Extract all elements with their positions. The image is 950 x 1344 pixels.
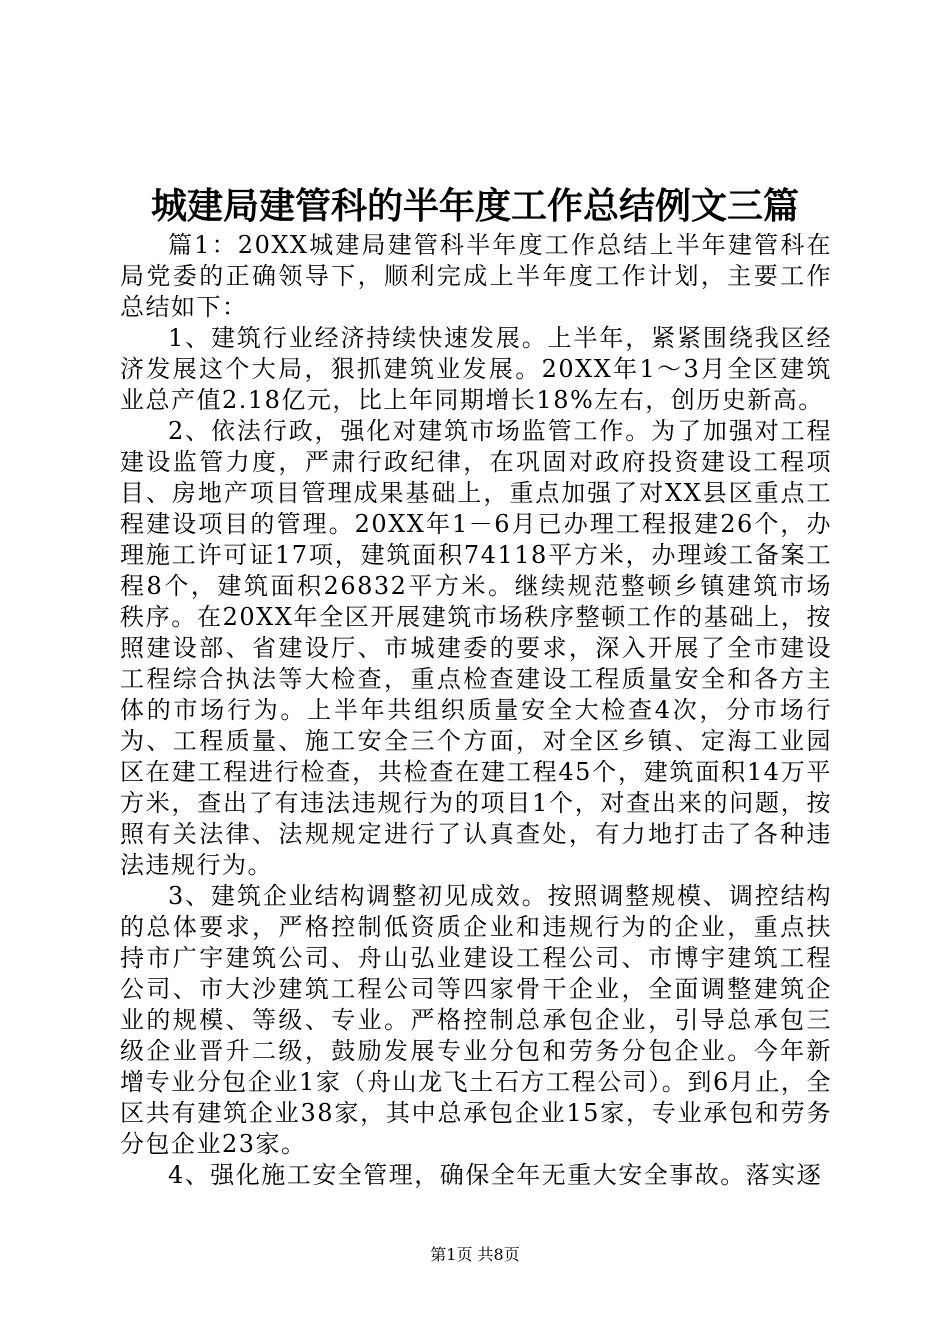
document-body — [120, 230, 832, 1191]
document-title: 城建局建管科的半年度工作总结例文三篇 — [150, 186, 799, 227]
paragraph-item-4: 4、强化施工安全管理，确保全年无重大安全事故。落实逐 — [168, 1161, 823, 1189]
page-footer: 第1页 共8页 — [430, 1245, 520, 1264]
paragraph-item-3: 3、建筑企业结构调整初见成效。按照调整规模、调控结构的总体要求，严格控制低资质企业和违规行为的企业，重点扶持市广宇建筑公司、舟山弘业建设工程公司、市博宇建筑工程公司、市大沙建筑工程公司等四家骨干企业，全面调整建筑企业的规模、等级、专业。严格控制总承包企业，引导总承包三级企业晋升二级，鼓励发展专业分包和劳务分包企业。今年新增专业分包企业1家（舟山龙飞土石方工程公司）。到6月止，全区共有建筑企业38家，其中总承包企业15家，专业承包和劳务分包企业23家。 — [120, 882, 832, 1158]
paragraph-item-2: 2、依法行政，强化对建筑市场监管工作。为了加强对工程建设监管力度，严肃行政纪律，在巩固对政府投资建设工程项目、房地产项目管理成果基础上，重点加强了对XX县区重点工程建设项目的管理。20XX年1－6月已办理工程报建26个，办理施工许可证17项，建筑面积74118平方米，办理竣工备案工程8个，建筑面积26832平方米。继续规范整顿乡镇建筑市场秩序。在20XX年全区开展建筑市场秩序整顿工作的基础上，按照建设部、省建设厅、市城建委的要求，深入开展了全市建设工程综合执法等大检查，重点检查建设工程质量安全和各方主体的市场行为。上半年共组织质量安全大检查4次，分市场行为、工程质量、施工安全三个方面，对全区乡镇、定海工业园区在建工程进行检查，共检查在建工程45个，建筑面积14万平方米，查出了有违法违规行为的项目1个，对查出来的问题，按照有关法律、法规规定进行了认真查处，有力地打击了各种违法违规行为。 — [120, 417, 832, 879]
paragraph-item-1: 1、建筑行业经济持续快速发展。上半年，紧紧围绕我区经济发展这个大局，狠抓建筑业发展。20XX年1～3月全区建筑业总产值2.18亿元，比上年同期增长18%左右，创历史新高。 — [120, 324, 832, 414]
paragraph-intro: 篇1：20XX城建局建管科半年度工作总结上半年建管科在局党委的正确领导下，顺利完成上半年度工作计划，主要工作总结如下： — [120, 231, 832, 321]
